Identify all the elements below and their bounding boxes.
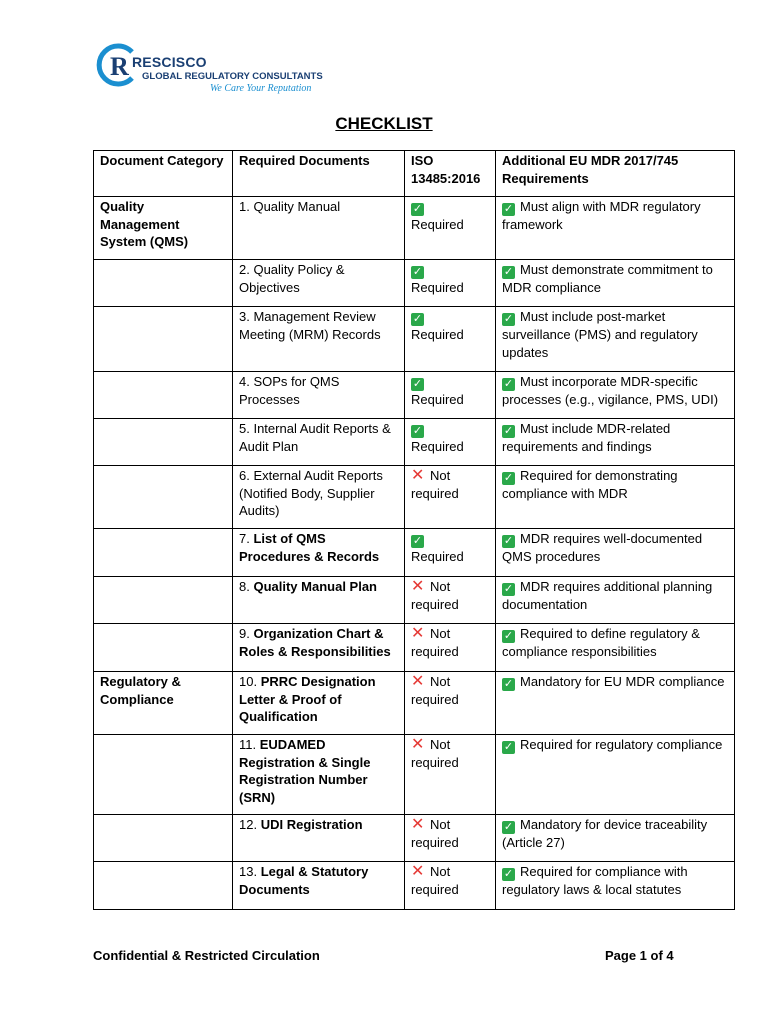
column-header: ISO 13485:2016: [405, 151, 496, 197]
cell-required-document: [233, 197, 405, 260]
footer-page-number: Page 1 of 4: [605, 948, 674, 963]
cell-category: [94, 735, 233, 815]
check-icon: ✓: [503, 203, 514, 215]
cross-icon: ✕: [411, 578, 425, 595]
cross-icon: ✕: [411, 863, 425, 880]
check-icon: ✓: [503, 313, 514, 325]
item-number: 11.: [239, 737, 257, 752]
item-number: 12.: [239, 817, 258, 832]
cell-mdr-requirement: [496, 419, 735, 466]
mdr-requirement-text: Must include MDR-related requirements and findings: [502, 421, 671, 454]
item-number: 5.: [239, 421, 250, 436]
cross-icon: ✕: [411, 816, 425, 833]
cell-iso-status: [405, 735, 496, 815]
cell-required-document: [233, 372, 405, 419]
document-name: Quality Manual Plan: [253, 579, 377, 594]
table-row: [94, 260, 735, 307]
cross-icon: ✕: [411, 467, 425, 484]
table-row: [94, 672, 735, 735]
document-name: Legal & Statutory Documents: [239, 864, 369, 897]
cell-iso-status: [405, 624, 496, 672]
cell-category: [94, 815, 233, 862]
column-header: Document Category: [94, 151, 233, 197]
cell-category: [94, 672, 233, 735]
check-icon: ✓: [412, 313, 423, 325]
column-header: Required Documents: [233, 151, 405, 197]
iso-status-text: Not required: [411, 817, 459, 850]
cell-required-document: [233, 672, 405, 735]
iso-status-text: Required: [411, 280, 464, 295]
document-name: Internal Audit Reports & Audit Plan: [239, 421, 391, 454]
document-name: List of QMS Procedures & Records: [239, 531, 380, 564]
iso-status-text: Not required: [411, 864, 459, 897]
check-icon: ✓: [503, 583, 514, 595]
table-row: [94, 624, 735, 672]
mdr-requirement-text: Required for regulatory compliance: [520, 737, 723, 752]
cell-mdr-requirement: [496, 577, 735, 624]
cell-iso-status: [405, 529, 496, 577]
cell-mdr-requirement: [496, 260, 735, 307]
cell-mdr-requirement: [496, 624, 735, 672]
item-number: 8.: [239, 579, 250, 594]
mdr-requirement-text: Required to define regulatory & compliance responsibilities: [502, 626, 700, 659]
item-number: 3.: [239, 309, 250, 324]
check-icon: ✓: [503, 678, 514, 690]
cell-category: [94, 529, 233, 577]
document-name: Organization Chart & Roles & Responsibilities: [239, 626, 391, 659]
cell-iso-status: [405, 862, 496, 910]
check-icon: ✓: [412, 425, 423, 437]
document-name: SOPs for QMS Processes: [239, 374, 340, 407]
table-row: [94, 862, 735, 910]
item-number: 6.: [239, 468, 250, 483]
cell-category: [94, 260, 233, 307]
iso-status-text: Not required: [411, 737, 459, 770]
company-logo: [96, 42, 336, 98]
check-icon: ✓: [503, 378, 514, 390]
mdr-requirement-text: MDR requires well-documented QMS procedures: [502, 531, 703, 564]
document-name: PRRC Designation Letter & Proof of Qualification: [239, 674, 376, 724]
footer-confidential: Confidential & Restricted Circulation: [93, 948, 320, 963]
check-icon: ✓: [503, 535, 514, 547]
cell-category: [94, 419, 233, 466]
item-number: 9.: [239, 626, 250, 641]
cell-required-document: [233, 577, 405, 624]
check-icon: ✓: [412, 378, 423, 390]
cell-required-document: [233, 529, 405, 577]
table-row: [94, 815, 735, 862]
table-row: [94, 529, 735, 577]
item-number: 2.: [239, 262, 250, 277]
cell-iso-status: [405, 672, 496, 735]
check-icon: ✓: [503, 868, 514, 880]
cell-category: [94, 372, 233, 419]
iso-status-text: Not required: [411, 468, 459, 501]
iso-status-text: Required: [411, 549, 464, 564]
mdr-requirement-text: Must align with MDR regulatory framework: [502, 199, 701, 232]
mdr-requirement-text: Must demonstrate commitment to MDR compliance: [502, 262, 713, 295]
mdr-requirement-text: Mandatory for EU MDR compliance: [520, 674, 725, 689]
document-name: UDI Registration: [260, 817, 363, 832]
document-name: Quality Policy & Objectives: [239, 262, 345, 295]
iso-status-text: Required: [411, 327, 464, 342]
item-number: 10.: [239, 674, 258, 689]
cell-mdr-requirement: [496, 735, 735, 815]
check-icon: ✓: [503, 630, 514, 642]
cell-mdr-requirement: [496, 307, 735, 372]
page-title: CHECKLIST: [335, 114, 433, 133]
logo-subtitle: GLOBAL REGULATORY CONSULTANTS: [142, 71, 323, 82]
category-label: Quality Management System (QMS): [100, 199, 189, 249]
table-row: [94, 466, 735, 529]
table-body: [94, 197, 735, 910]
cell-iso-status: [405, 197, 496, 260]
cross-icon: ✕: [411, 673, 425, 690]
iso-status-text: Not required: [411, 674, 459, 707]
cell-iso-status: [405, 815, 496, 862]
cross-icon: ✕: [411, 625, 425, 642]
table-header-row: [94, 151, 735, 197]
cell-required-document: [233, 466, 405, 529]
mdr-requirement-text: Must incorporate MDR-specific processes (e.g., vigilance, PMS, UDI): [502, 374, 719, 407]
table-row: [94, 372, 735, 419]
check-icon: ✓: [503, 741, 514, 753]
document-name: Quality Manual: [253, 199, 341, 214]
svg-text:R: R: [110, 52, 129, 81]
cell-required-document: [233, 419, 405, 466]
check-icon: ✓: [503, 472, 514, 484]
logo-brand: RESCISCO: [132, 54, 207, 70]
cell-mdr-requirement: [496, 862, 735, 910]
check-icon: ✓: [503, 425, 514, 437]
item-number: 13.: [239, 864, 258, 879]
check-icon: ✓: [412, 266, 423, 278]
cell-required-document: [233, 735, 405, 815]
table-row: [94, 419, 735, 466]
cell-required-document: [233, 260, 405, 307]
item-number: 7.: [239, 531, 250, 546]
mdr-requirement-text: Mandatory for device traceability (Article 27): [502, 817, 708, 850]
iso-status-text: Not required: [411, 626, 459, 659]
cell-required-document: [233, 815, 405, 862]
item-number: 4.: [239, 374, 250, 389]
table-row: [94, 735, 735, 815]
check-icon: ✓: [503, 821, 514, 833]
cell-iso-status: [405, 307, 496, 372]
cross-icon: ✕: [411, 736, 425, 753]
cell-mdr-requirement: [496, 466, 735, 529]
cell-category: [94, 862, 233, 910]
iso-status-text: Required: [411, 439, 464, 454]
cell-mdr-requirement: [496, 197, 735, 260]
column-header: Additional EU MDR 2017/745 Requirements: [496, 151, 735, 197]
category-label: Regulatory & Compliance: [100, 674, 181, 707]
cell-category: [94, 624, 233, 672]
logo-tagline: We Care Your Reputation: [210, 83, 312, 94]
cell-category: [94, 307, 233, 372]
iso-status-text: Not required: [411, 579, 459, 612]
cell-category: [94, 197, 233, 260]
cell-category: [94, 466, 233, 529]
iso-status-text: Required: [411, 217, 464, 232]
check-icon: ✓: [503, 266, 514, 278]
cell-category: [94, 577, 233, 624]
cell-iso-status: [405, 419, 496, 466]
table-row: [94, 307, 735, 372]
check-icon: ✓: [412, 535, 423, 547]
document-name: External Audit Reports (Notified Body, Supplier Audits): [239, 468, 383, 518]
cell-required-document: [233, 307, 405, 372]
iso-status-text: Required: [411, 392, 464, 407]
cell-iso-status: [405, 372, 496, 419]
mdr-requirement-text: Required for demonstrating compliance with MDR: [502, 468, 678, 501]
document-name: Management Review Meeting (MRM) Records: [239, 309, 381, 342]
item-number: 1.: [239, 199, 250, 214]
table-row: [94, 197, 735, 260]
cell-mdr-requirement: [496, 529, 735, 577]
cell-mdr-requirement: [496, 672, 735, 735]
cell-iso-status: [405, 466, 496, 529]
cell-iso-status: [405, 577, 496, 624]
cell-iso-status: [405, 260, 496, 307]
cell-mdr-requirement: [496, 815, 735, 862]
mdr-requirement-text: Must include post-market surveillance (PMS) and regulatory updates: [502, 309, 698, 360]
mdr-requirement-text: Required for compliance with regulatory laws & local statutes: [502, 864, 688, 897]
table-row: [94, 577, 735, 624]
checklist-table: [93, 150, 735, 910]
check-icon: ✓: [412, 203, 423, 215]
cell-mdr-requirement: [496, 372, 735, 419]
cell-required-document: [233, 624, 405, 672]
cell-required-document: [233, 862, 405, 910]
document-name: EUDAMED Registration & Single Registration Number (SRN): [239, 737, 371, 805]
mdr-requirement-text: MDR requires additional planning documentation: [502, 579, 713, 612]
